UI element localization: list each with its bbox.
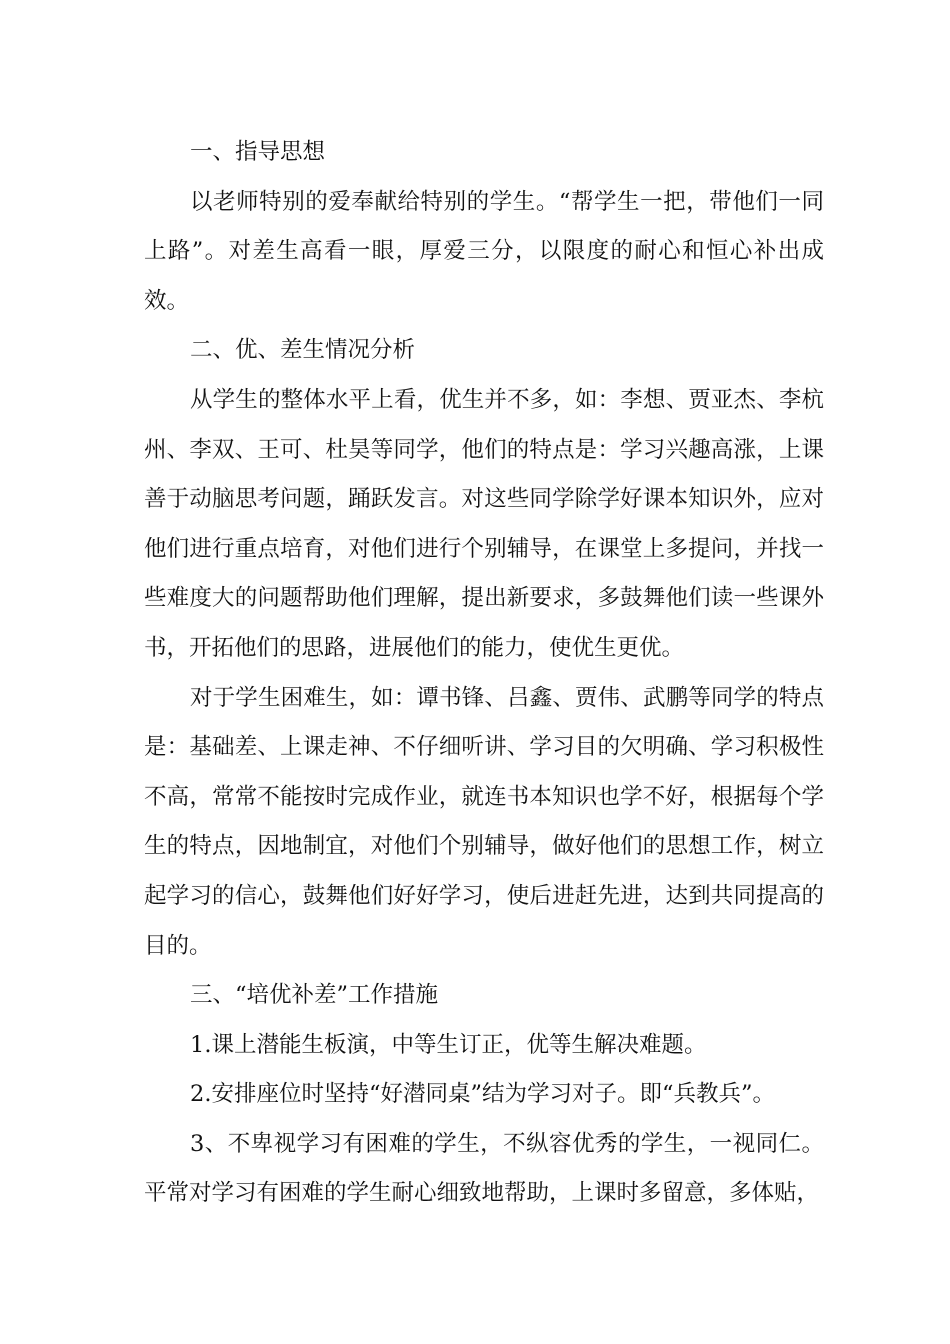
measure-item-1: 1.课上潜能生板演，中等生订正，优等生解决难题。: [190, 1031, 707, 1058]
section-heading-guiding-ideology: 一、指导思想: [190, 139, 326, 165]
section-heading-student-analysis: 二、优、差生情况分析: [190, 337, 416, 364]
paragraph-struggling-students: 对于学生困难生，如：谭书锋、吕鑫、贾伟、武鹏等同学的特点是：基础差、上课走神、不仔细听讲、学习目的欠明确、学习积极性不高，常常不能按时完成作业，就连书本知识也学不好，根据每个学生的特点，因地制宜，对他们个别辅导，做好他们的思想工作，树立起学习的信心，鼓舞他们好好学习，使后进赶先进，达到共同提高的目的。: [144, 684, 824, 959]
paragraph-top-students: 从学生的整体水平上看，优生并不多，如：李想、贾亚杰、李杭州、李双、王可、杜昊等同学，他们的特点是：学习兴趣高涨，上课善于动脑思考问题，踊跃发言。对这些同学除学好课本知识外，应对他们进行重点培育，对他们进行个别辅导，在课堂上多提问，并找一些难度大的问题帮助他们理解，提出新要求，多鼓舞他们读一些课外书，开拓他们的思路，进展他们的能力，使优生更优。: [144, 386, 824, 661]
paragraph-guiding-ideology: 以老师特别的爱奉献给特别的学生。“帮学生一把，带他们一同上路”。对差生高看一眼，厚爱三分，以限度的耐心和恒心补出成效。: [144, 188, 824, 314]
measure-item-3: 3、不卑视学习有困难的学生，不纵容优秀的学生，一视同仁。平常对学习有困难的学生耐心细致地帮助，上课时多留意，多体贴，: [144, 1130, 824, 1207]
measure-item-2: 2.安排座位时坚持“好潜同桌”结为学习对子。即“兵教兵”。: [190, 1081, 775, 1108]
section-heading-measures: 三、“培优补差”工作措施: [190, 982, 439, 1009]
document-body: [144, 128, 824, 1219]
